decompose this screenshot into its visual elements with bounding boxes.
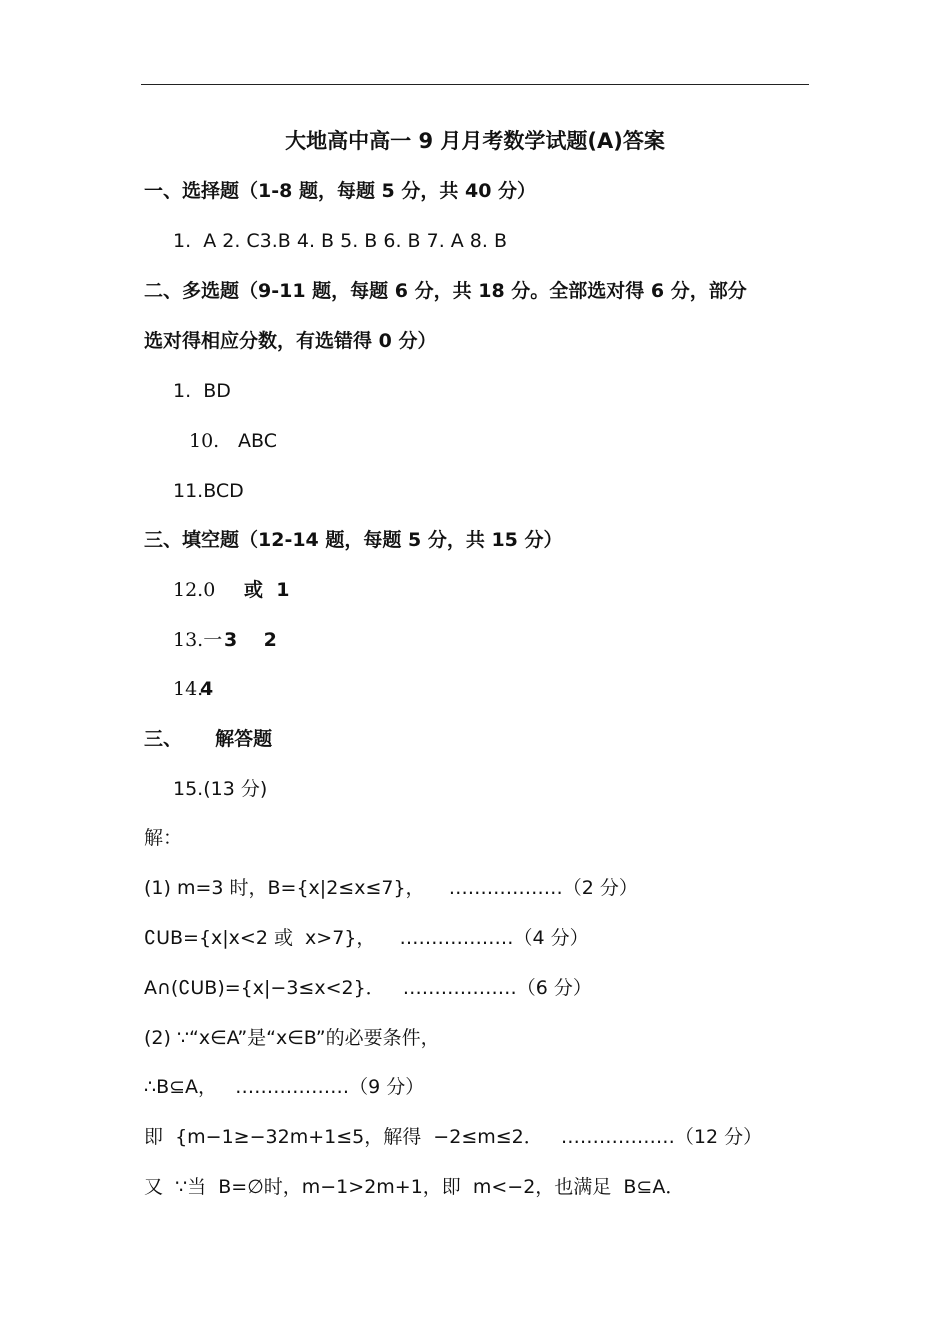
section-1-heading: 一、选择题（1-8 题，每题 5 分，共 40 分） bbox=[144, 180, 537, 202]
section-1-answers: 1. A 2. C3.B 4. B 5. B 6. B 7. A 8. B bbox=[173, 230, 508, 252]
solution-step-3: A∩(∁UB)={x|−3≤x<2}． ………………（6 分） bbox=[144, 977, 592, 999]
answer-9: 1. BD bbox=[173, 380, 231, 402]
answer-13: 3 2 bbox=[224, 629, 277, 651]
section-3-heading: 三、填空题（12-14 题，每题 5 分，共 15 分） bbox=[144, 529, 563, 551]
page-title: 大地高中高一 9 月月考数学试题(A)答案 bbox=[285, 129, 665, 153]
section-2-heading-line-2: 选对得相应分数，有选错得 0 分） bbox=[144, 330, 437, 352]
question-15-label: 15.(13 分) bbox=[173, 778, 268, 800]
answer-10: ABC bbox=[238, 430, 277, 452]
answer-14-number: 14. bbox=[173, 678, 204, 700]
answer-14: 4 bbox=[200, 678, 214, 700]
answer-11: 11.BCD bbox=[173, 480, 244, 502]
solution-step-2: ∁UB={x|x<2 或 x>7}， ………………（4 分） bbox=[144, 927, 589, 949]
solution-step-4: (2) ∵“x∈A”是“x∈B”的必要条件， bbox=[144, 1027, 440, 1049]
solution-step-1: (1) m=3 时，B={x|2≤x≤7}， ………………（2 分） bbox=[144, 877, 638, 899]
section-4-heading: 三、 解答题 bbox=[144, 728, 273, 750]
solution-label: 解： bbox=[144, 827, 183, 849]
section-2-heading-line-1: 二、多选题（9-11 题，每题 6 分，共 18 分。全部选对得 6 分，部分 bbox=[144, 280, 747, 302]
solution-step-5: ∴B⊆A， ………………（9 分） bbox=[144, 1076, 425, 1098]
answer-12-number: 12.0 bbox=[173, 579, 216, 601]
solution-step-7: 又 ∵当 B=∅时，m−1>2m+1，即 m<−2，也满足 B⊆A． bbox=[144, 1176, 685, 1198]
answer-12: 或 1 bbox=[244, 579, 290, 601]
solution-step-6: 即 {m−1≥−32m+1≤5，解得 −2≤m≤2． ………………（12 分） bbox=[144, 1126, 763, 1148]
answer-10-number: 10. bbox=[189, 430, 220, 452]
header-rule bbox=[141, 84, 809, 85]
answer-13-number: 13.一 bbox=[173, 629, 223, 651]
